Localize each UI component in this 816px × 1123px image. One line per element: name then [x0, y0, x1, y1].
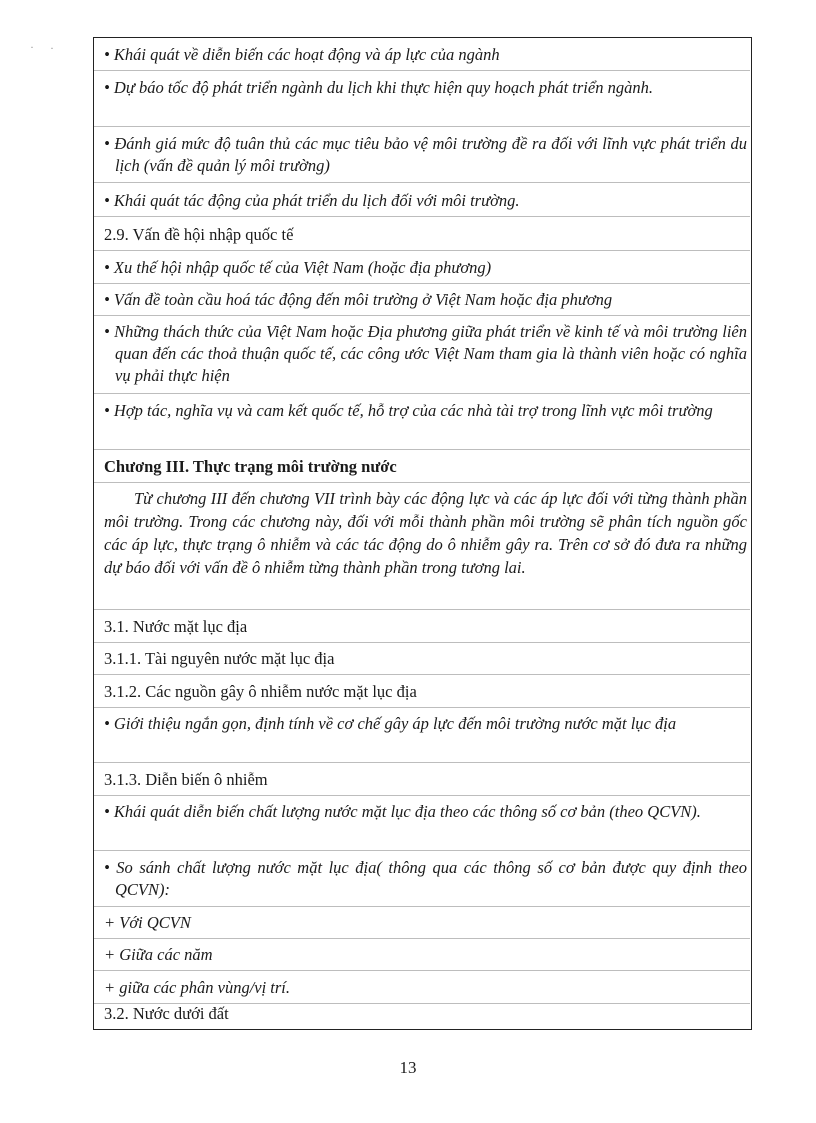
row-divider: [94, 609, 750, 610]
list-item: • Vấn đề toàn cầu hoá tác động đến môi trường ở Việt Nam hoặc địa phương: [104, 290, 613, 309]
list-item: • So sánh chất lượng nước mặt lục địa( thông qua các thông số cơ bản được quy định theo QCVN):: [104, 858, 747, 899]
row-divider: [94, 216, 750, 217]
chapter-intro-paragraph: Từ chương III đến chương VII trình bày các động lực và các áp lực đối với từng thành phần môi trường. Trong các chương này, đối với mỗi thành phần môi trường sẽ phân tích nguồn gốc các áp lực, thực trạng ô nhiễm và các tác động do ô nhiễm gây ra. Trên cơ sở đó đưa ra những dự báo đối với vấn đề ô nhiễm từng thành phần trong tương lai.: [104, 489, 747, 577]
section-heading-3-1: 3.1. Nước mặt lục địa: [104, 617, 248, 636]
list-item: • Hợp tác, nghĩa vụ và cam kết quốc tế, hỗ trợ của các nhà tài trợ trong lĩnh vực môi trường: [104, 401, 713, 420]
list-item: • Dự báo tốc độ phát triển ngành du lịch khi thực hiện quy hoạch phát triển ngành.: [104, 78, 653, 97]
row-divider: [94, 707, 750, 708]
row-divider: [94, 482, 750, 483]
list-item: • Đánh giá mức độ tuân thủ các mục tiêu bảo vệ môi trường đề ra đối với lĩnh vực phát triển du lịch (vấn đề quản lý môi trường): [104, 134, 747, 175]
section-heading-3-1-2: 3.1.2. Các nguồn gây ô nhiễm nước mặt lục địa: [104, 682, 417, 701]
list-item: • Những thách thức của Việt Nam hoặc Địa phương giữa phát triển về kinh tế và môi trường liên quan đến các thoả thuận quốc tế, các công ước Việt Nam tham gia là thành viên hoặc có nghĩa vụ phải thực hiện: [104, 322, 747, 385]
content-frame: [93, 37, 752, 1030]
row-divider: [94, 182, 750, 183]
section-heading-3-1-3: 3.1.3. Diễn biến ô nhiễm: [104, 770, 268, 789]
list-item: • Khái quát tác động của phát triển du lịch đối với môi trường.: [104, 191, 520, 210]
row-divider: [94, 906, 750, 907]
row-divider: [94, 850, 750, 851]
row-divider: [94, 70, 750, 71]
row-divider: [94, 283, 750, 284]
compare-item: + Giữa các năm: [104, 945, 213, 964]
row-divider: [94, 315, 750, 316]
section-heading-3-2: 3.2. Nước dưới đất: [104, 1004, 229, 1023]
list-item: • Giới thiệu ngắn gọn, định tính về cơ chế gây áp lực đến môi trường nước mặt lục địa: [104, 714, 677, 733]
row-divider: [94, 762, 750, 763]
row-divider: [94, 938, 750, 939]
compare-item: + Với QCVN: [104, 913, 191, 932]
compare-item: + giữa các phân vùng/vị trí.: [104, 978, 291, 997]
page-number: 13: [399, 1058, 417, 1077]
row-divider: [94, 795, 750, 796]
list-item: • Xu thế hội nhập quốc tế của Việt Nam (hoặc địa phương): [104, 258, 492, 277]
row-divider: [94, 642, 750, 643]
row-divider: [94, 674, 750, 675]
scan-speck: ·: [30, 40, 34, 54]
row-divider: [94, 250, 750, 251]
section-heading-2-9: 2.9. Vấn đề hội nhập quốc tế: [104, 225, 294, 244]
section-heading-3-1-1: 3.1.1. Tài nguyên nước mặt lục địa: [104, 649, 335, 668]
row-divider: [94, 449, 750, 450]
row-divider: [94, 393, 750, 394]
list-item: • Khái quát về diễn biến các hoạt động và áp lực của ngành: [104, 45, 500, 64]
row-divider: [94, 970, 750, 971]
scan-speck: ·: [50, 41, 54, 55]
list-item: • Khái quát diễn biến chất lượng nước mặt lục địa theo các thông số cơ bản (theo QCVN).: [104, 802, 701, 821]
row-divider: [94, 126, 750, 127]
chapter-title: Chương III. Thực trạng môi trường nước: [104, 457, 397, 476]
